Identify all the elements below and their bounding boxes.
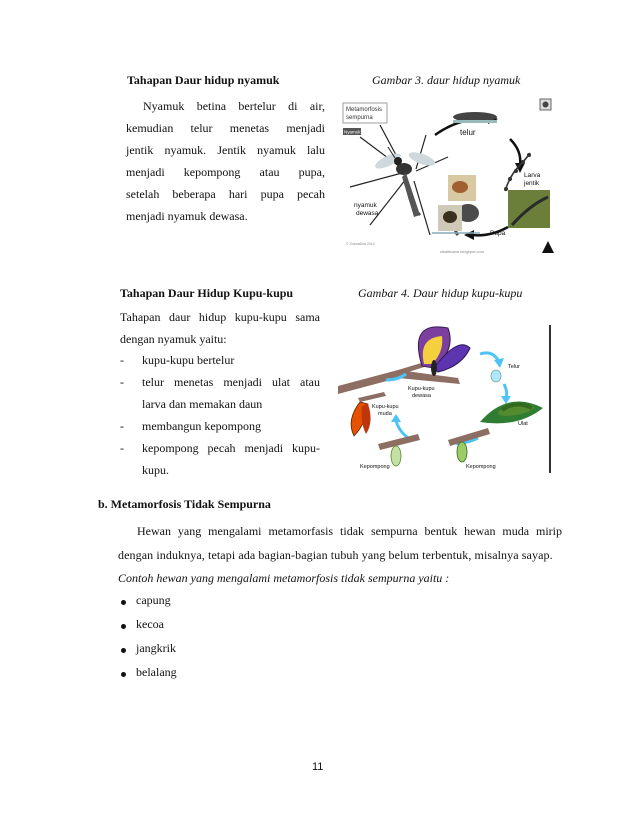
bullet-icon bbox=[121, 600, 126, 605]
svg-text:Kupu-kupu: Kupu-kupu bbox=[408, 386, 435, 392]
mosquito-text-line: jentik nyamuk. Jentik nyamuk lalu bbox=[126, 143, 325, 157]
figure-title-text: Metamorfosis bbox=[346, 107, 383, 113]
butterfly-life-cycle-figure bbox=[338, 310, 553, 475]
butterfly-step: telur menetas menjadi ulat atau bbox=[142, 375, 320, 389]
svg-text:dewasa: dewasa bbox=[412, 393, 431, 399]
list-marker: - bbox=[120, 353, 124, 367]
mosquito-caption: Gambar 3. daur hidup nyamuk bbox=[372, 73, 521, 87]
list-item: belalang bbox=[136, 665, 177, 679]
svg-text:Pupa: Pupa bbox=[490, 230, 506, 237]
list-item: capung bbox=[136, 593, 171, 607]
section-b-heading: b. Metamorfosis Tidak Sempurna bbox=[98, 497, 271, 511]
butterfly-step: membangun kepompong bbox=[142, 419, 261, 433]
mosquito-text-line: menjadi nyamuk dewasa. bbox=[126, 209, 248, 223]
mosquito-text-line: menjadi kepompong atau pupa, bbox=[126, 165, 325, 179]
svg-text:nyamuk: nyamuk bbox=[354, 202, 377, 209]
list-item: jangkrik bbox=[136, 641, 176, 655]
butterfly-intro-line: Tahapan daur hidup kupu-kupu sama bbox=[120, 310, 320, 324]
butterfly-life-cycle-illustration bbox=[338, 310, 553, 475]
bullet-icon bbox=[121, 624, 126, 629]
butterfly-caption: Gambar 4. Daur hidup kupu-kupu bbox=[358, 286, 523, 300]
list-marker: - bbox=[120, 375, 124, 389]
egg-label: Telur bbox=[508, 364, 520, 370]
egg-label: telur bbox=[460, 128, 476, 137]
svg-text:jentik: jentik bbox=[524, 180, 540, 187]
page-number: 11 bbox=[312, 761, 324, 773]
svg-text:Larva: Larva bbox=[524, 172, 541, 179]
mosquito-life-cycle-illustration bbox=[340, 95, 558, 258]
caterpillar-label: Ulat bbox=[518, 421, 528, 427]
bullet-icon bbox=[121, 648, 126, 653]
mosquito-text-line: setelah beberapa hari pupa pecah bbox=[126, 187, 325, 201]
mosquito-text-line: Nyamuk betina bertelur di air, bbox=[143, 99, 325, 113]
butterfly-step-cont: kupu. bbox=[142, 463, 169, 477]
section-b-example: Contoh hewan yang mengalami metamorfosis tidak sempurna yaitu : bbox=[118, 571, 450, 585]
figure-copyright: © Sukmalina 2014 bbox=[346, 242, 375, 246]
list-item: kecoa bbox=[136, 617, 164, 631]
list-marker: - bbox=[120, 441, 124, 455]
section-b-paragraph-line: dengan induknya, tetapi ada bagian-bagian tubuh yang belum terbentuk, misalnya sayap. bbox=[118, 548, 553, 562]
svg-text:Nyamuk: Nyamuk bbox=[344, 129, 361, 135]
butterfly-heading: Tahapan Daur Hidup Kupu-kupu bbox=[120, 286, 294, 300]
mosquito-heading: Tahapan Daur hidup nyamuk bbox=[127, 73, 280, 87]
pupa-label: Kepompong bbox=[466, 464, 496, 470]
mosquito-life-cycle-figure bbox=[340, 95, 558, 258]
svg-text:muda: muda bbox=[378, 411, 392, 417]
bullet-icon bbox=[121, 672, 126, 677]
section-b-paragraph-line: Hewan yang mengalami metamorfasis tidak sempurna bentuk hewan muda mirip bbox=[137, 524, 562, 538]
butterfly-step: kepompong pecah menjadi kupu- bbox=[142, 441, 320, 455]
figure-source: sikalbuana.blogspot.com bbox=[440, 249, 485, 254]
butterfly-step-cont: larva dan memakan daun bbox=[142, 397, 263, 411]
pupa-label: Kepompong bbox=[360, 464, 390, 470]
svg-text:sempurna: sempurna bbox=[346, 115, 373, 121]
list-marker: - bbox=[120, 419, 124, 433]
svg-text:dewasa: dewasa bbox=[356, 210, 379, 217]
butterfly-step: kupu-kupu bertelur bbox=[142, 353, 235, 367]
mosquito-text-line: kemudian telur menetas menjadi bbox=[126, 121, 325, 135]
butterfly-intro-line: dengan nyamuk yaitu: bbox=[120, 332, 227, 346]
svg-text:Kupu-kupu: Kupu-kupu bbox=[372, 404, 399, 410]
